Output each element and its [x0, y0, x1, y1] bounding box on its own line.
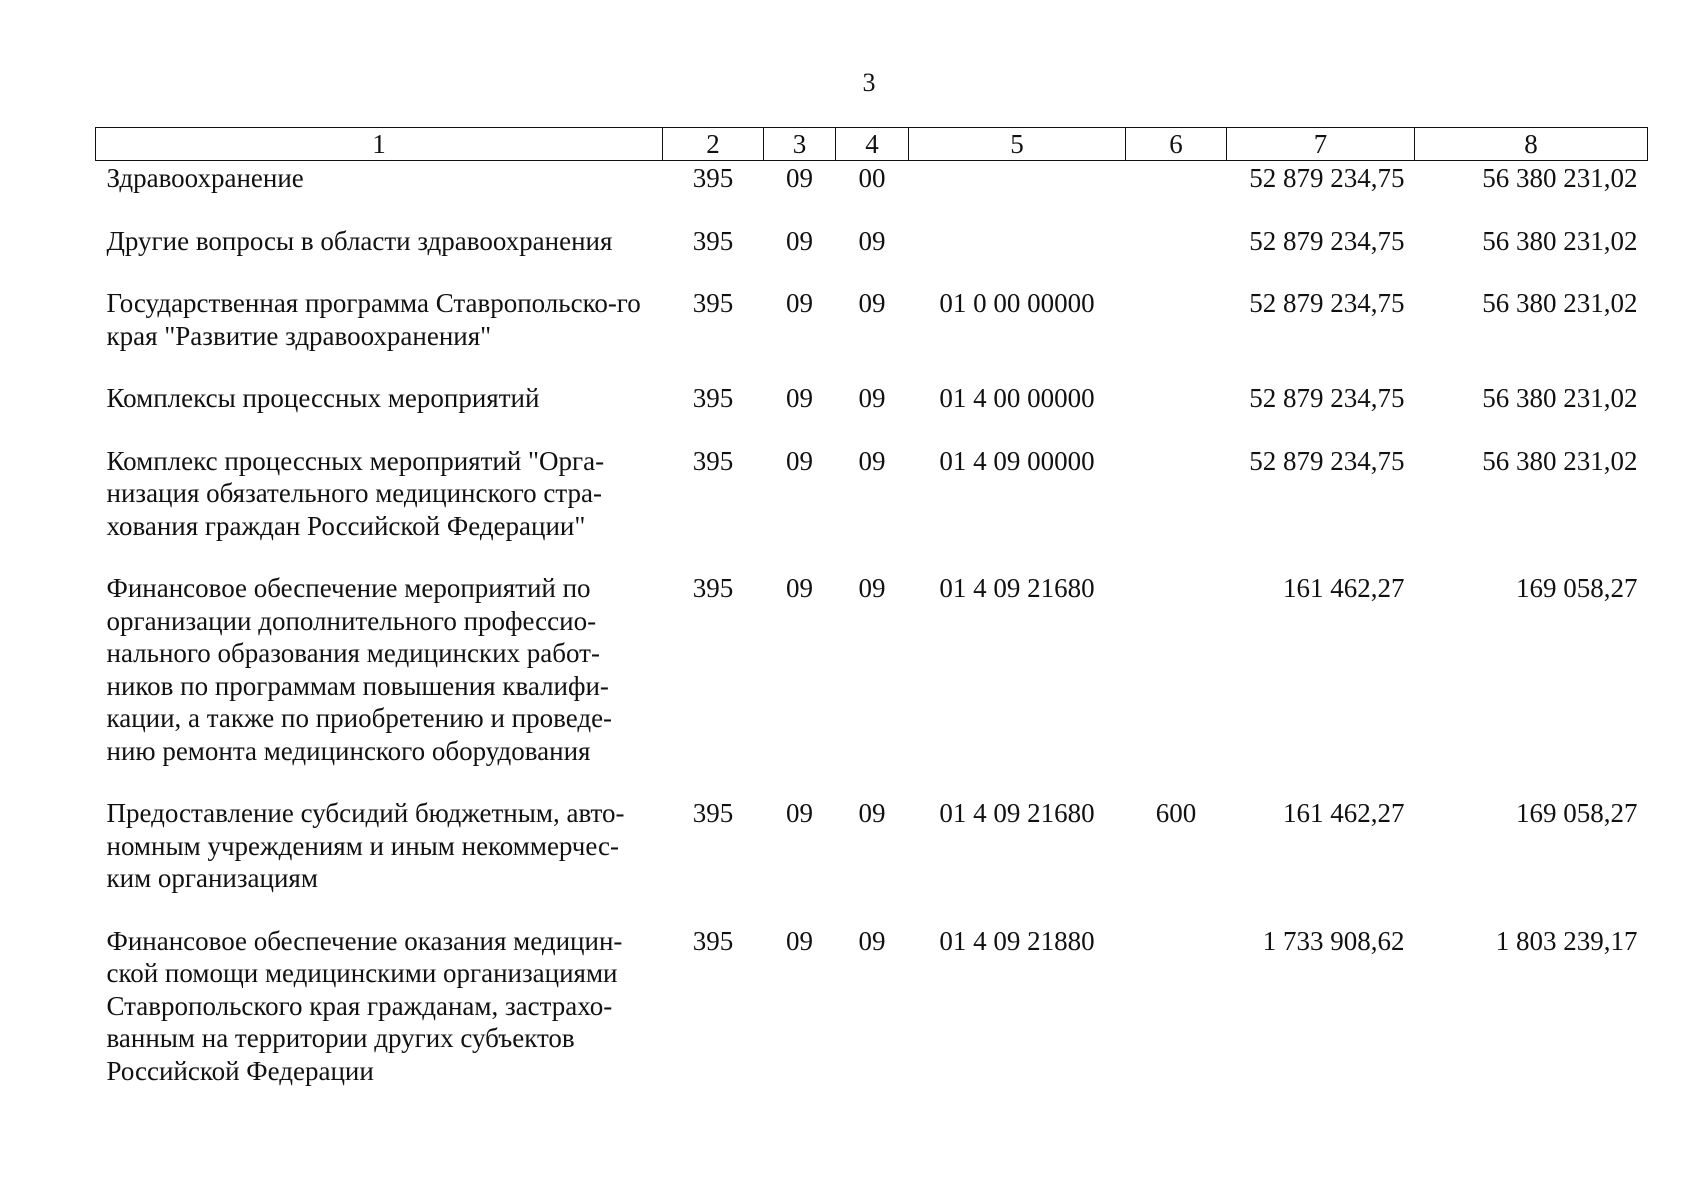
subsection-code: 09 [858, 288, 886, 318]
amount-col-7: 52 879 234,75 [1249, 445, 1405, 476]
subsection-code: 00 [858, 163, 886, 193]
subsection-code: 09 [858, 925, 886, 956]
amount-col-7: 1 733 908,62 [1262, 925, 1405, 956]
ministry-code: 395 [692, 225, 734, 256]
header-row [96, 128, 1648, 161]
ministry-code: 395 [692, 445, 734, 476]
section-code: 09 [786, 288, 813, 318]
target-article-code: 01 0 00 00000 [939, 288, 1095, 318]
ministry-code: 395 [692, 288, 734, 318]
table-row [96, 795, 1648, 923]
row-name: Здравоохранение [106, 163, 304, 193]
expense-type-code [1126, 223, 1227, 286]
column-header-6: 6 [1126, 128, 1227, 161]
table-row [96, 223, 1648, 286]
target-article-code: 01 4 09 21880 [939, 925, 1095, 956]
target-article-code: 01 4 09 00000 [939, 445, 1095, 476]
row-name: Финансовое обеспечение мероприятий по организации дополнительного профессио-нального образования медицинских работ-ников по программам повышения квалифи-кации, а также по приобретению и проведе-нию ремонта медицинского оборудования [106, 573, 613, 766]
amount-col-7: 52 879 234,75 [1249, 163, 1405, 193]
column-header-2: 2 [663, 128, 764, 161]
page-number: 3 [862, 68, 876, 97]
column-header-5: 5 [909, 128, 1126, 161]
table-header [96, 128, 1648, 161]
amount-col-7: 52 879 234,75 [1249, 383, 1405, 413]
expense-type-code [1126, 161, 1227, 223]
target-article-code: 01 4 09 21680 [939, 573, 1095, 603]
amount-col-7: 161 462,27 [1283, 798, 1405, 828]
subsection-code: 09 [858, 573, 886, 603]
expense-type-code [1126, 570, 1227, 795]
amount-col-7: 161 462,27 [1283, 573, 1405, 603]
row-name: Предоставление субсидий бюджетным, авто-номным учреждениям и иным некоммерчес-ким организациям [106, 798, 625, 893]
section-code: 09 [786, 925, 813, 956]
amount-col-8: 56 380 231,02 [1482, 225, 1638, 256]
subsection-code: 09 [858, 445, 886, 476]
expense-type-code [1126, 923, 1227, 1116]
target-article-code [909, 223, 1126, 286]
amount-col-7: 52 879 234,75 [1249, 288, 1405, 318]
column-header-4: 4 [836, 128, 909, 161]
row-name: Другие вопросы в области здравоохранения [106, 225, 613, 256]
column-header-1: 1 [96, 128, 663, 161]
column-header-8: 8 [1415, 128, 1648, 161]
table-body [96, 161, 1648, 1116]
ministry-code: 395 [692, 925, 734, 956]
row-name: Государственная программа Ставропольско-го края "Развитие здравоохранения" [106, 288, 641, 351]
ministry-code: 395 [692, 383, 734, 413]
subsection-code: 09 [858, 225, 886, 256]
ministry-code: 395 [692, 573, 734, 603]
amount-col-8: 56 380 231,02 [1482, 163, 1638, 193]
table-row [96, 443, 1648, 571]
expense-type-code [1126, 285, 1227, 380]
table-row [96, 570, 1648, 795]
row-name: Финансовое обеспечение оказания медицин-ской помощи медицинскими организациями Ставропольского края гражданам, застрахо-ванным на территории других субъектов Российской Федерации [106, 925, 623, 1086]
amount-col-8: 1 803 239,17 [1495, 925, 1638, 956]
expense-type-code [1126, 443, 1227, 571]
subsection-code: 09 [858, 383, 886, 413]
expense-type-code [1126, 380, 1227, 443]
amount-col-7: 52 879 234,75 [1249, 225, 1405, 256]
budget-table [95, 127, 1648, 1115]
column-header-7: 7 [1227, 128, 1415, 161]
table-row [96, 285, 1648, 380]
table-row [96, 161, 1648, 223]
row-name: Комплекс процессных мероприятий "Орга-низация обязательного медицинского стра-хования граждан Российской Федерации" [106, 445, 605, 541]
amount-col-8: 56 380 231,02 [1482, 383, 1638, 413]
expense-type-code: 600 [1155, 798, 1197, 828]
section-code: 09 [786, 573, 813, 603]
amount-col-8: 56 380 231,02 [1482, 445, 1638, 476]
row-name: Комплексы процессных мероприятий [106, 383, 540, 413]
table-row [96, 380, 1648, 443]
target-article-code: 01 4 09 21680 [939, 798, 1095, 828]
section-code: 09 [786, 225, 813, 256]
section-code: 09 [786, 445, 813, 476]
amount-col-8: 56 380 231,02 [1482, 288, 1638, 318]
target-article-code: 01 4 00 00000 [939, 383, 1095, 413]
table-row [96, 923, 1648, 1116]
subsection-code: 09 [858, 798, 886, 828]
amount-col-8: 169 058,27 [1516, 798, 1638, 828]
section-code: 09 [786, 798, 813, 828]
target-article-code [909, 161, 1126, 223]
section-code: 09 [786, 163, 813, 193]
amount-col-8: 169 058,27 [1516, 573, 1638, 603]
column-header-3: 3 [764, 128, 836, 161]
ministry-code: 395 [692, 798, 734, 828]
section-code: 09 [786, 383, 813, 413]
ministry-code: 395 [692, 163, 734, 193]
